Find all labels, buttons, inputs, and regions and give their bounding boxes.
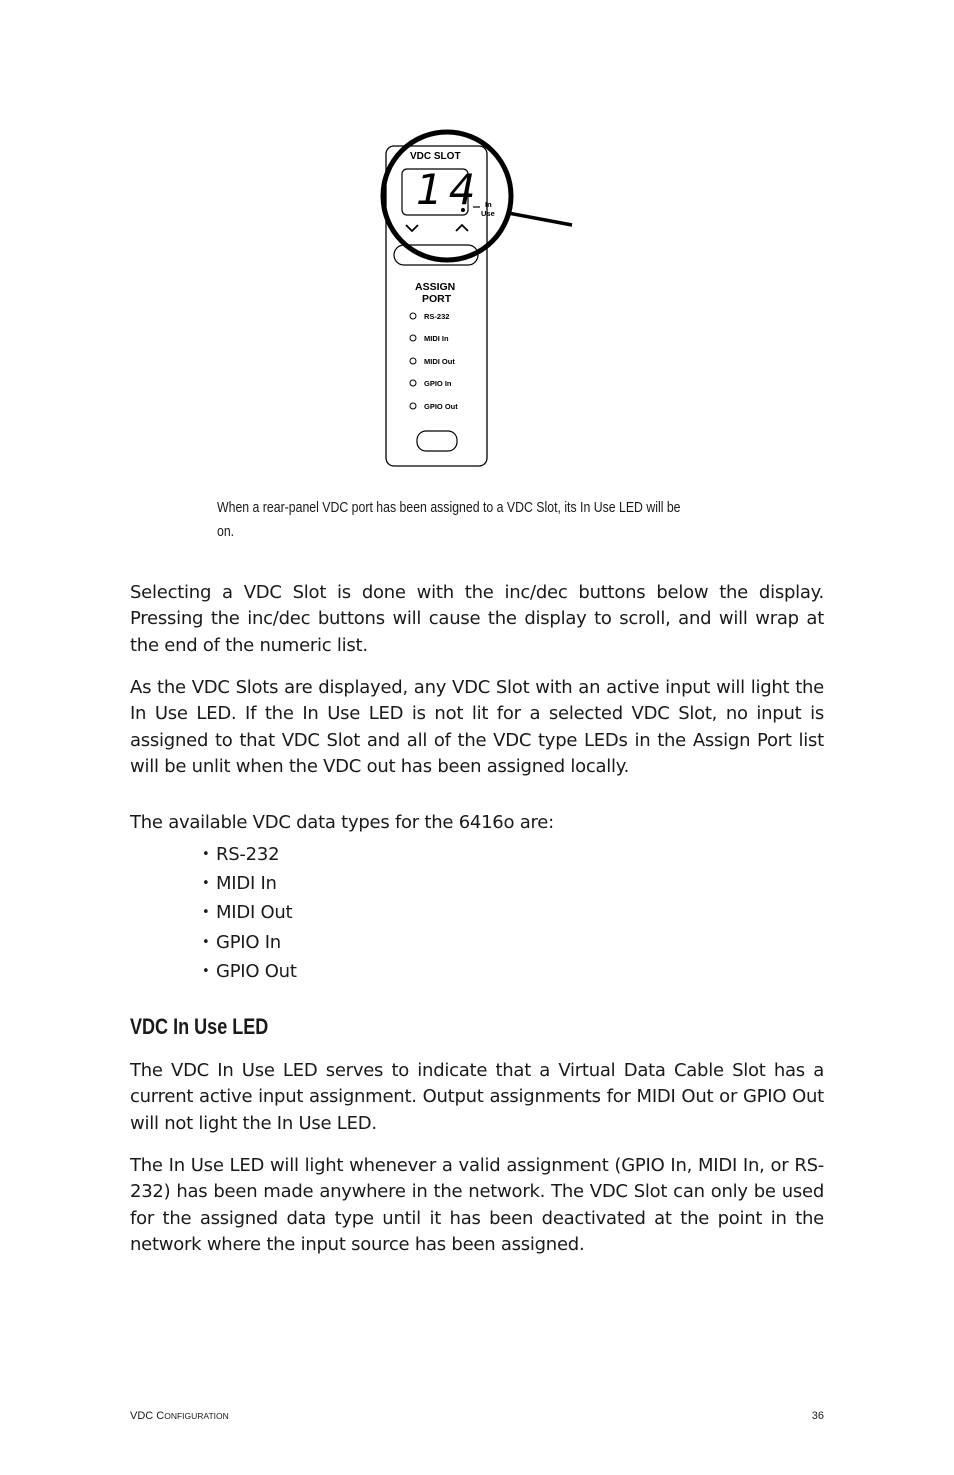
paragraph-slots-displayed: As the VDC Slots are displayed, any VDC Slot with an active input will light the In Use LED. If the In Use LED is not lit for a selected VDC Slot, no input is assigned to that VDC Slot and all of the VDC type LEDs in the Assign Port list will be unlit when the VDC out has been assigned locally.: [130, 677, 824, 777]
list-item: • GPIO Out: [202, 957, 297, 986]
assign-label-line2: PORT: [422, 293, 452, 305]
in-use-label-line1: In: [485, 200, 492, 209]
vdc-slot-title: VDC SLOT: [410, 151, 461, 162]
list-item: • GPIO In: [202, 928, 297, 957]
port-label-gpio-in: GPIO In: [424, 379, 452, 388]
page-number: 36: [811, 1410, 824, 1422]
figure-caption: When a rear-panel VDC port has been assigned to a VDC Slot, its In Use LED will be on.: [217, 499, 681, 540]
paragraph-in-use-led: The VDC In Use LED serves to indicate that a Virtual Data Cable Slot has a current active input assignment. Output assignments for MIDI Out or GPIO Out will not light the In Use LED.: [130, 1060, 824, 1134]
list-item: • RS-232: [202, 840, 297, 869]
port-label-midi-in: MIDI In: [424, 334, 449, 343]
paragraph-selecting-slot: Selecting a VDC Slot is done with the inc/dec buttons below the display. Pressing the inc/dec buttons will cause the display to scroll, and will wrap at the end of the numeric list.: [130, 582, 824, 656]
section-heading: VDC In Use LED: [130, 1014, 269, 1039]
paragraph-in-use-light: The In Use LED will light whenever a valid assignment (GPIO In, MIDI In, or RS-232) has been made anywhere in the network. The VDC Slot can only be used for the assigned data type until it has been deactivated at the point in the network where the input source has been assigned.: [130, 1155, 824, 1255]
port-label-rs232: RS-232: [424, 312, 450, 321]
assign-label-line1: ASSIGN: [415, 281, 456, 293]
vdc-panel-figure: [370, 125, 590, 475]
paragraph-data-types-intro: The available VDC data types for the 6416o are:: [130, 812, 554, 833]
footer-section-title: VDC CONFIGURATION: [130, 1410, 229, 1422]
data-types-list: [202, 840, 297, 986]
port-label-midi-out: MIDI Out: [424, 357, 455, 366]
port-label-gpio-out: GPIO Out: [424, 402, 458, 411]
in-use-label-line2: Use: [481, 209, 495, 218]
list-item: • MIDI In: [202, 869, 297, 898]
list-item: • MIDI Out: [202, 898, 297, 927]
slot-number-display: 14: [416, 165, 482, 214]
